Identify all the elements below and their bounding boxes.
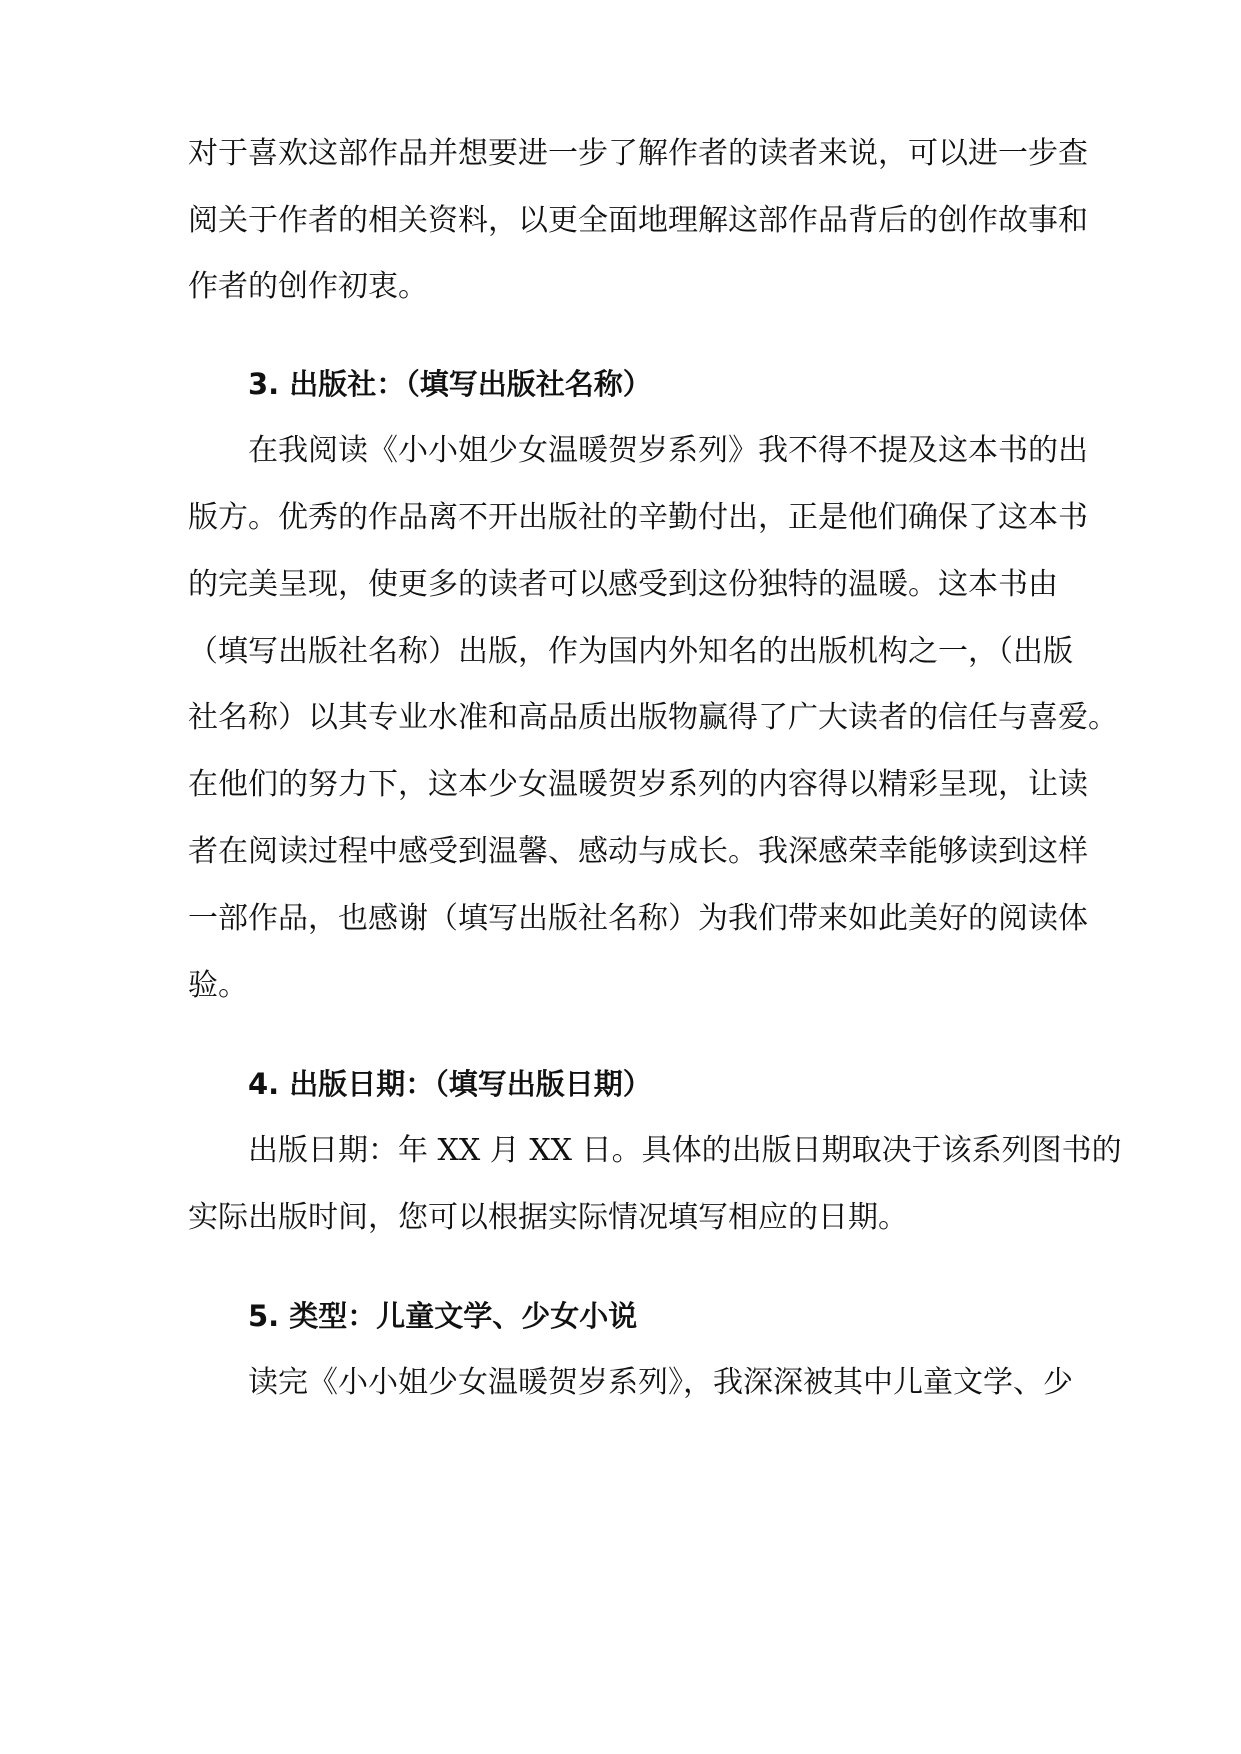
paragraph-line: 出版日期：年 XX 月 XX 日。具体的出版日期取决于该系列图书的: [248, 1133, 1122, 1168]
paragraph-line: 验。: [188, 968, 248, 1003]
paragraph-line: 社名称）以其专业水准和高品质出版物赢得了广大读者的信任与喜爱。: [188, 700, 1118, 735]
paragraph-line: 在他们的努力下，这本少女温暖贺岁系列的内容得以精彩呈现，让读: [188, 767, 1088, 802]
paragraph-line: 在我阅读《小小姐少女温暖贺岁系列》我不得不提及这本书的出: [248, 433, 1088, 468]
section-heading-genre: 5. 类型：儿童文学、少女小说: [248, 1299, 638, 1333]
paragraph-line: 实际出版时间，您可以根据实际情况填写相应的日期。: [188, 1200, 908, 1235]
paragraph-line: 读完《小小姐少女温暖贺岁系列》，我深深被其中儿童文学、少: [248, 1365, 1073, 1400]
paragraph-line: 作者的创作初衷。: [188, 269, 428, 304]
paragraph-line: 对于喜欢这部作品并想要进一步了解作者的读者来说，可以进一步查: [188, 136, 1088, 171]
paragraph-line: （填写出版社名称）出版，作为国内外知名的出版机构之一，（出版: [188, 634, 1073, 669]
paragraph-line: 者在阅读过程中感受到温馨、感动与成长。我深感荣幸能够读到这样: [188, 834, 1088, 869]
paragraph-line: 一部作品，也感谢（填写出版社名称）为我们带来如此美好的阅读体: [188, 901, 1088, 936]
section-heading-publisher: 3. 出版社：（填写出版社名称）: [248, 367, 652, 401]
paragraph-line: 版方。优秀的作品离不开出版社的辛勤付出，正是他们确保了这本书: [188, 500, 1088, 535]
paragraph-line: 阅关于作者的相关资料，以更全面地理解这部作品背后的创作故事和: [188, 203, 1088, 238]
section-heading-publish-date: 4. 出版日期：（填写出版日期）: [248, 1067, 652, 1101]
paragraph-line: 的完美呈现，使更多的读者可以感受到这份独特的温暖。这本书由: [188, 567, 1058, 602]
